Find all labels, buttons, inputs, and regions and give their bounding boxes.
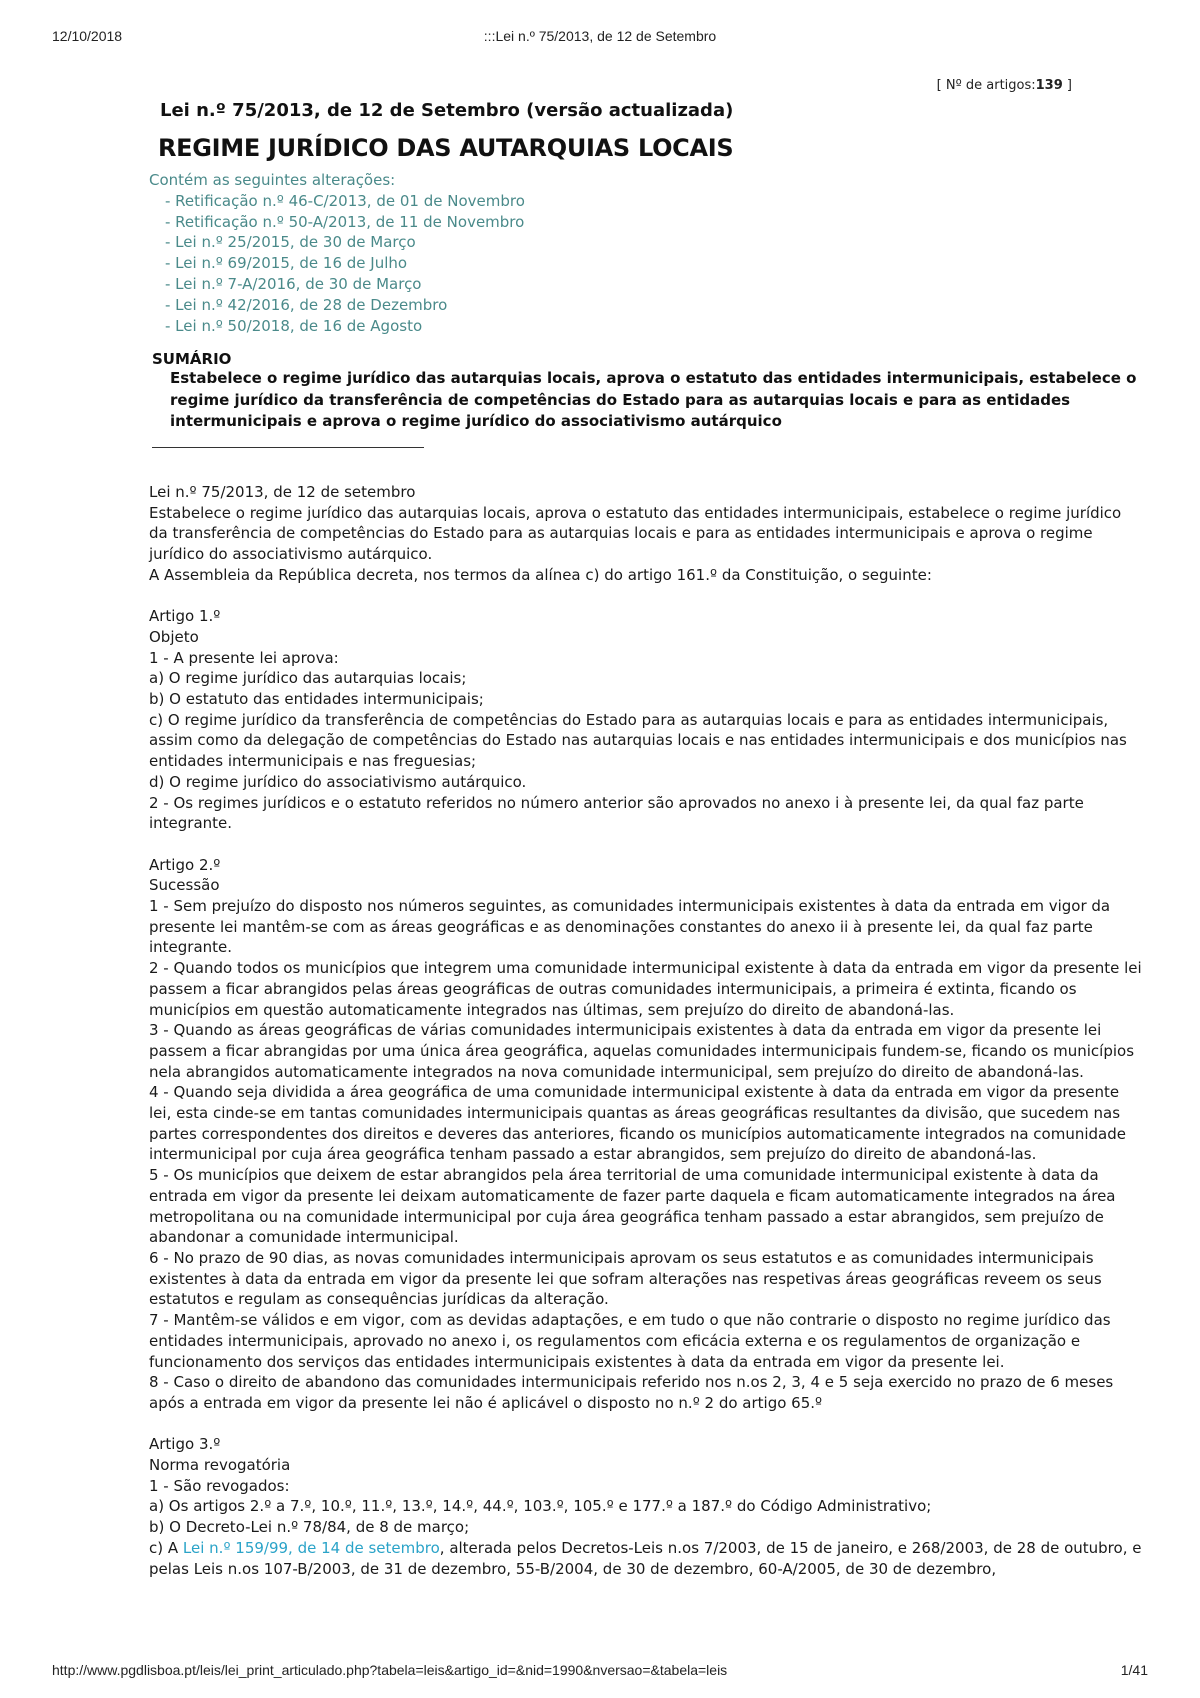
article-paragraph: b) O Decreto-Lei n.º 78/84, de 8 de março;	[149, 1518, 470, 1537]
article-title: Norma revogatória	[149, 1456, 291, 1474]
paragraph-prefix: c) A	[149, 1538, 183, 1557]
article-paragraph: 1 - A presente lei aprova:	[149, 648, 339, 667]
print-title: :::Lei n.º 75/2013, de 12 de Setembro	[483, 28, 717, 44]
article-paragraph: 2 - Os regimes jurídicos e o estatuto referidos no número anterior são aprovados no anexo i à presente lei, da qual faz parte integrante.	[149, 793, 1084, 833]
article-title: Sucessão	[149, 876, 220, 895]
alteration-link[interactable]: - Lei n.º 42/2016, de 28 de Dezembro	[165, 295, 448, 314]
document-title: Lei n.º 75/2013, de 12 de Setembro (versão actualizada)	[160, 100, 734, 121]
article-paragraph: 8 - Caso o direito de abandono das comunidades intermunicipais referido nos n.os 2, 3, 4 e 5 seja exercido no prazo de 6 meses após a entrada em vigor da presente lei não é aplicável o disposto no n.º 2 do artigo 65.º	[149, 1373, 1114, 1412]
preamble-line: Estabelece o regime jurídico das autarquias locais, aprova o estatuto das entidades intermunicipais, estabelece o regime jurídico da transferência de competências do Estado para as autarquias locais e para as entidades intermunicipais e aprova o regime jurídico do associativismo autárquico.	[149, 503, 1122, 564]
articles-count: [ Nº de artigos:139 ]	[936, 78, 1072, 93]
print-date: 12/10/2018	[52, 28, 123, 44]
article-paragraph: 2 - Quando todos os municípios que integrem uma comunidade intermunicipal existente à data da entrada em vigor da presente lei passem a ficar abrangidos pelas áreas geográficas de outras comunidades intermunicipais, a primeira é extinta, ficando os municípios em questão automaticamente integrados nas últimas, sem prejuízo do direito de abandoná-las.	[149, 959, 1142, 1019]
article-paragraph: d) O regime jurídico do associativismo autárquico.	[149, 772, 527, 791]
article-number: Artigo 2.º	[149, 855, 221, 874]
page-number: 1/41	[1120, 1662, 1148, 1678]
alteration-link[interactable]: - Retificação n.º 46-C/2013, de 01 de Novembro	[165, 191, 525, 210]
article-paragraph: 5 - Os municípios que deixem de estar abrangidos pela área territorial de uma comunidade intermunicipal existente à data da entrada em vigor da presente lei deixam automaticamente de fazer parte daquela e ficam automaticamente integrados na área metropolitana ou na comunidade intermunicipal por cuja área geográfica tenham passado a estar abrangidos, sem prejuízo de abandonar a comunidade intermunicipal.	[149, 1166, 1116, 1247]
article-title: Objeto	[149, 627, 199, 646]
print-url: http://www.pgdlisboa.pt/leis/lei_print_articulado.php?tabela=leis&artigo_id=&nid=1990&nversao=&tabela=leis	[52, 1662, 728, 1678]
paragraph-suffix: , alterada pelos Decretos-Leis n.os 7/2003, de 15 de janeiro, e 268/2003, de 28 de outubro, e pelas Leis n.os 107-B/2003, de 31 de dezembro, 55-B/2004, de 30 de dezembro, 60-A/2005, de 30 de dezembro,	[149, 1538, 1142, 1578]
law-reference-link[interactable]: Lei n.º 159/99, de 14 de setembro	[182, 1538, 440, 1557]
article-paragraph	[149, 1538, 1142, 1579]
document-body	[149, 482, 1142, 1579]
articles-count-value: 139	[1035, 78, 1063, 93]
article-paragraph: 1 - São revogados:	[149, 1476, 290, 1495]
preamble-line: Lei n.º 75/2013, de 12 de setembro	[149, 483, 416, 501]
alterations-list	[149, 170, 849, 336]
print-footer	[0, 1662, 1200, 1682]
alteration-link[interactable]: - Lei n.º 69/2015, de 16 de Julho	[165, 254, 408, 273]
preamble-line: A Assembleia da República decreta, nos termos da alínea c) do artigo 161.º da Constituição, o seguinte:	[149, 565, 932, 584]
article-paragraph: c) O regime jurídico da transferência de competências do Estado para as autarquias locais e para as entidades intermunicipais, assim como da delegação de competências do Estado nas autarquias locais e nas entidades intermunicipais e dos municípios nas entidades intermunicipais e nas freguesias;	[149, 710, 1127, 771]
article-paragraph: 3 - Quando as áreas geográficas de várias comunidades intermunicipais existentes à data da entrada em vigor da presente lei passem a ficar abrangidas por uma única área geográfica, aquelas comunidades intermunicipais fundem-se, ficando os municípios nela abrangidos automaticamente integrados na nova comunidade intermunicipal, sem prejuízo do direito de abandoná-las.	[149, 1021, 1135, 1081]
article-number: Artigo 1.º	[149, 607, 221, 626]
document-subtitle: REGIME JURÍDICO DAS AUTARQUIAS LOCAIS	[158, 134, 734, 162]
print-header	[0, 28, 1200, 48]
alteration-link[interactable]: - Lei n.º 7-A/2016, de 30 de Março	[165, 274, 422, 293]
article-paragraph: 1 - Sem prejuízo do disposto nos números seguintes, as comunidades intermunicipais existentes à data da entrada em vigor da presente lei mantêm-se com as áreas geográficas e as denominações constantes do anexo ii à presente lei, da qual faz parte integrante.	[149, 897, 1111, 957]
summary-divider	[152, 447, 424, 448]
alteration-link[interactable]: - Lei n.º 25/2015, de 30 de Março	[165, 233, 416, 252]
article-paragraph: 7 - Mantêm-se válidos e em vigor, com as devidas adaptações, e em tudo o que não contrarie o disposto no regime jurídico das entidades intermunicipais, aprovado no anexo i, os regulamentos com eficácia externa e os regulamentos de organização e funcionamento dos serviços das entidades intermunicipais existentes à data da entrada em vigor da presente lei.	[149, 1311, 1111, 1371]
summary-heading: SUMÁRIO	[152, 350, 232, 368]
article-paragraph: a) O regime jurídico das autarquias locais;	[149, 669, 467, 688]
summary-text: Estabelece o regime jurídico das autarquias locais, aprova o estatuto das entidades intermunicipais, estabelece o regime jurídico da transferência de competências do Estado para as autarquias locais e para as entidades intermunicipais e aprova o regime jurídico do associativismo autárquico	[170, 369, 1137, 430]
article-paragraph: b) O estatuto das entidades intermunicipais;	[149, 690, 484, 709]
article-paragraph: a) Os artigos 2.º a 7.º, 10.º, 11.º, 13.º, 14.º, 44.º, 103.º, 105.º e 177.º a 187.º do Código Administrativo;	[149, 1497, 932, 1516]
article-number: Artigo 3.º	[149, 1435, 221, 1454]
alterations-heading: Contém as seguintes alterações:	[149, 171, 396, 189]
alteration-link[interactable]: - Lei n.º 50/2018, de 16 de Agosto	[165, 316, 423, 335]
articles-count-label: Nº de artigos:	[945, 78, 1036, 93]
summary-section	[152, 350, 1142, 448]
alteration-link[interactable]: - Retificação n.º 50-A/2013, de 11 de Novembro	[165, 212, 525, 231]
article-paragraph: 4 - Quando seja dividida a área geográfica de uma comunidade intermunicipal existente à data da entrada em vigor da presente lei, esta cinde-se em tantas comunidades intermunicipais quantas as áreas geográficas resultantes da divisão, que sucedem nas partes correspondentes dos direitos e deveres das anteriores, ficando os municípios automaticamente integrados na comunidade intermunicipal por cuja área geográfica tenham passado a estar abrangidos, sem prejuízo do direito de abandoná-las.	[149, 1083, 1126, 1164]
article-paragraph: 6 - No prazo de 90 dias, as novas comunidades intermunicipais aprovam os seus estatutos e as comunidades intermunicipais existentes à data da entrada em vigor da presente lei que sofram alterações nas respetivas áreas geográficas reveem os seus estatutos e regulam as consequências jurídicas da alteração.	[149, 1248, 1102, 1309]
